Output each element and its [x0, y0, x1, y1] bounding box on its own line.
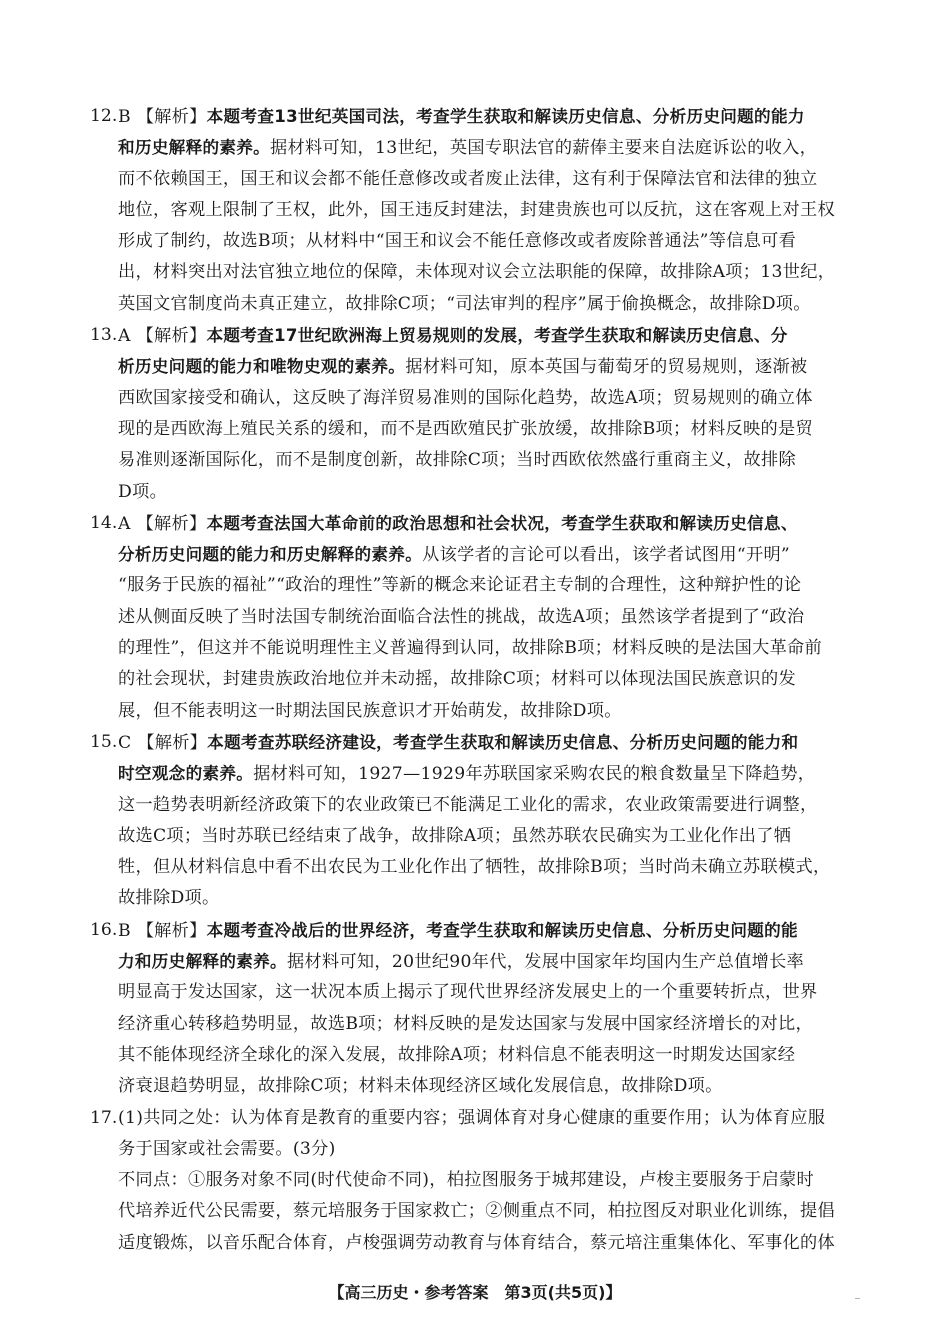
analysis-heading: 本题考查17世纪欧洲海上贸易规则的发展，考查学生获取和解读历史信息、分 [206, 326, 788, 346]
text-line: 地位，客观上限制了王权，此外，国王违反封建法，封建贵族也可以反抗，这在客观上对王权 [118, 199, 835, 220]
answer-item-12 [90, 101, 866, 320]
page-footer: 【高三历史・参考答案 第3页(共5页)】 [328, 1283, 622, 1302]
text-line [118, 351, 866, 382]
analysis-heading: 本题考查法国大革命前的政治思想和社会状况，考查学生获取和解读历史信息、 [206, 513, 798, 533]
text-line: 故选C项；当时苏联已经结束了战争，故排除A项；虽然苏联农民确实为工业化作出了牺 [118, 825, 792, 846]
analysis-text: 据材料可知，1927—1929年苏联国家采购农民的粮食数量呈下降趋势， [253, 764, 816, 785]
text-line [118, 727, 866, 758]
analysis-heading: 析历史问题的能力和唯物史观的素养。 [118, 357, 406, 377]
question-number: 12. [90, 106, 118, 126]
question-number: 17. [90, 1107, 118, 1128]
text-line [118, 539, 866, 570]
text-line [118, 320, 866, 351]
analysis-heading: 本题考查冷战后的世界经济，考查学生获取和解读历史信息、分析历史问题的能 [206, 920, 798, 940]
text-line: (1)共同之处：认为体育是教育的重要内容；强调体育对身心健康的重要作用；认为体育应服 [118, 1107, 826, 1128]
text-line: 不同点：①服务对象不同(时代使命不同)，柏拉图服务于城邦建设，卢梭主要服务于启蒙时 [118, 1170, 815, 1191]
text-line [118, 758, 866, 789]
answer-item-16 [90, 915, 866, 1103]
text-line: 的社会现状，封建贵族政治地位并未动摇，故排除C项；材料可以体现法国民族意识的发 [118, 669, 796, 690]
text-line: 其不能体现经济全球化的深入发展，故排除A项；材料信息不能表明这一时期发达国家经 [118, 1044, 796, 1065]
answer-choice-label: A 【解析】 [118, 513, 207, 534]
text-line [118, 915, 866, 946]
text-line [118, 508, 866, 539]
text-line: 的理性”，但这并不能说明理性主义普遍得到认同，故排除B项；材料反映的是法国大革命前 [118, 638, 823, 659]
text-line: 西欧国家接受和确认，这反映了海洋贸易准则的国际化趋势，故选A项；贸易规则的确立体 [118, 387, 813, 408]
question-number: 15. [90, 731, 118, 752]
analysis-heading: 和历史解释的素养。 [118, 138, 271, 158]
analysis-text: 据材料可知，原本英国与葡萄牙的贸易规则，逐渐被 [405, 357, 808, 378]
text-line: 而不依赖国王，国王和议会都不能任意修改或者废止法律，这有利于保障法官和法律的独立 [118, 168, 818, 189]
answer-choice-label: A 【解析】 [118, 326, 207, 347]
text-line: 展，但不能表明这一时期法国民族意识才开始萌发，故排除D项。 [118, 700, 622, 721]
text-line: 务于国家或社会需要。(3分) [118, 1138, 336, 1159]
answer-choice-label: B 【解析】 [118, 107, 207, 127]
text-line: 故排除D项。 [118, 888, 220, 909]
text-line [118, 946, 866, 977]
answer-choice-label: B 【解析】 [118, 920, 207, 941]
text-line [118, 101, 866, 132]
answer-item-17 [90, 1103, 866, 1259]
text-line: D项。 [118, 481, 168, 502]
answer-content [90, 101, 866, 1259]
analysis-text: 从该学者的言论可以看出，该学者试图用“开明” [422, 545, 791, 566]
text-line: 易准则逐渐国际化，而不是制度创新，故排除C项；当时西欧依然盛行重商主义，故排除 [118, 450, 796, 471]
question-number: 14. [90, 512, 118, 533]
text-line: 英国文官制度尚未真正建立，故排除C项；“司法审判的程序”属于偷换概念，故排除D项。 [118, 293, 811, 314]
text-line: 出，材料突出对法官独立地位的保障，未体现对议会立法职能的保障，故排除A项；13世纪， [118, 262, 836, 283]
text-line: 形成了制约，故选B项；从材料中“国王和议会不能任意修改或者废除普通法”等信息可看 [118, 231, 797, 252]
question-number: 13. [90, 325, 118, 346]
analysis-heading: 时空观念的素养。 [118, 764, 254, 784]
text-line [118, 132, 866, 163]
corner-mark: _ [855, 1288, 860, 1299]
text-line: 述从侧面反映了当时法国专制统治面临合法性的挑战，故选A项；虽然该学者提到了“政治 [118, 606, 805, 627]
text-line: “服务于民族的福祉”“政治的理性”等新的概念来论证君主专制的合理性，这种辩护性的论 [118, 575, 802, 596]
text-line: 代培养近代公民需要，蔡元培服务于国家救亡；②侧重点不同，柏拉图反对职业化训练，提倡 [118, 1201, 835, 1222]
answer-item-13 [90, 320, 866, 508]
text-line: 这一趋势表明新经济政策下的农业政策已不能满足工业化的需求，农业政策需要进行调整， [118, 794, 818, 815]
question-number: 16. [90, 919, 118, 940]
text-line: 经济重心转移趋势明显，故选B项；材料反映的是发达国家与发展中国家经济增长的对比， [118, 1013, 813, 1034]
answer-item-14 [90, 508, 866, 727]
analysis-text: 据材料可知，13世纪，英国专职法官的薪俸主要来自法庭诉讼的收入， [270, 138, 818, 159]
analysis-text: 据材料可知，20世纪90年代，发展中国家年均国内生产总值增长率 [286, 952, 805, 973]
text-line: 济衰退趋势明显，故排除C项；材料未体现经济区域化发展信息，故排除D项。 [118, 1076, 723, 1097]
text-line: 明显高于发达国家，这一状况本质上揭示了现代世界经济发展史上的一个重要转折点，世界 [118, 982, 818, 1003]
text-line: 现的是西欧海上殖民关系的缓和，而不是西欧殖民扩张放缓，故排除B项；材料反映的是贸 [118, 418, 813, 439]
answer-item-15 [90, 727, 866, 915]
analysis-heading: 力和历史解释的素养。 [118, 952, 287, 972]
analysis-heading: 本题考查苏联经济建设，考查学生获取和解读历史信息、分析历史问题的能力和 [207, 732, 799, 752]
analysis-heading: 本题考查13世纪英国司法，考查学生获取和解读历史信息、分析历史问题的能力 [206, 107, 805, 126]
text-line: 牲，但从材料信息中看不出农民为工业化作出了牺牲，故排除B项；当时尚未确立苏联模式， [118, 857, 831, 878]
analysis-heading: 分析历史问题的能力和历史解释的素养。 [118, 545, 423, 565]
text-line: 适度锻炼，以音乐配合体育，卢梭强调劳动教育与体育结合，蔡元培注重集体化、军事化的体 [118, 1232, 835, 1253]
answer-choice-label: C 【解析】 [118, 732, 208, 753]
